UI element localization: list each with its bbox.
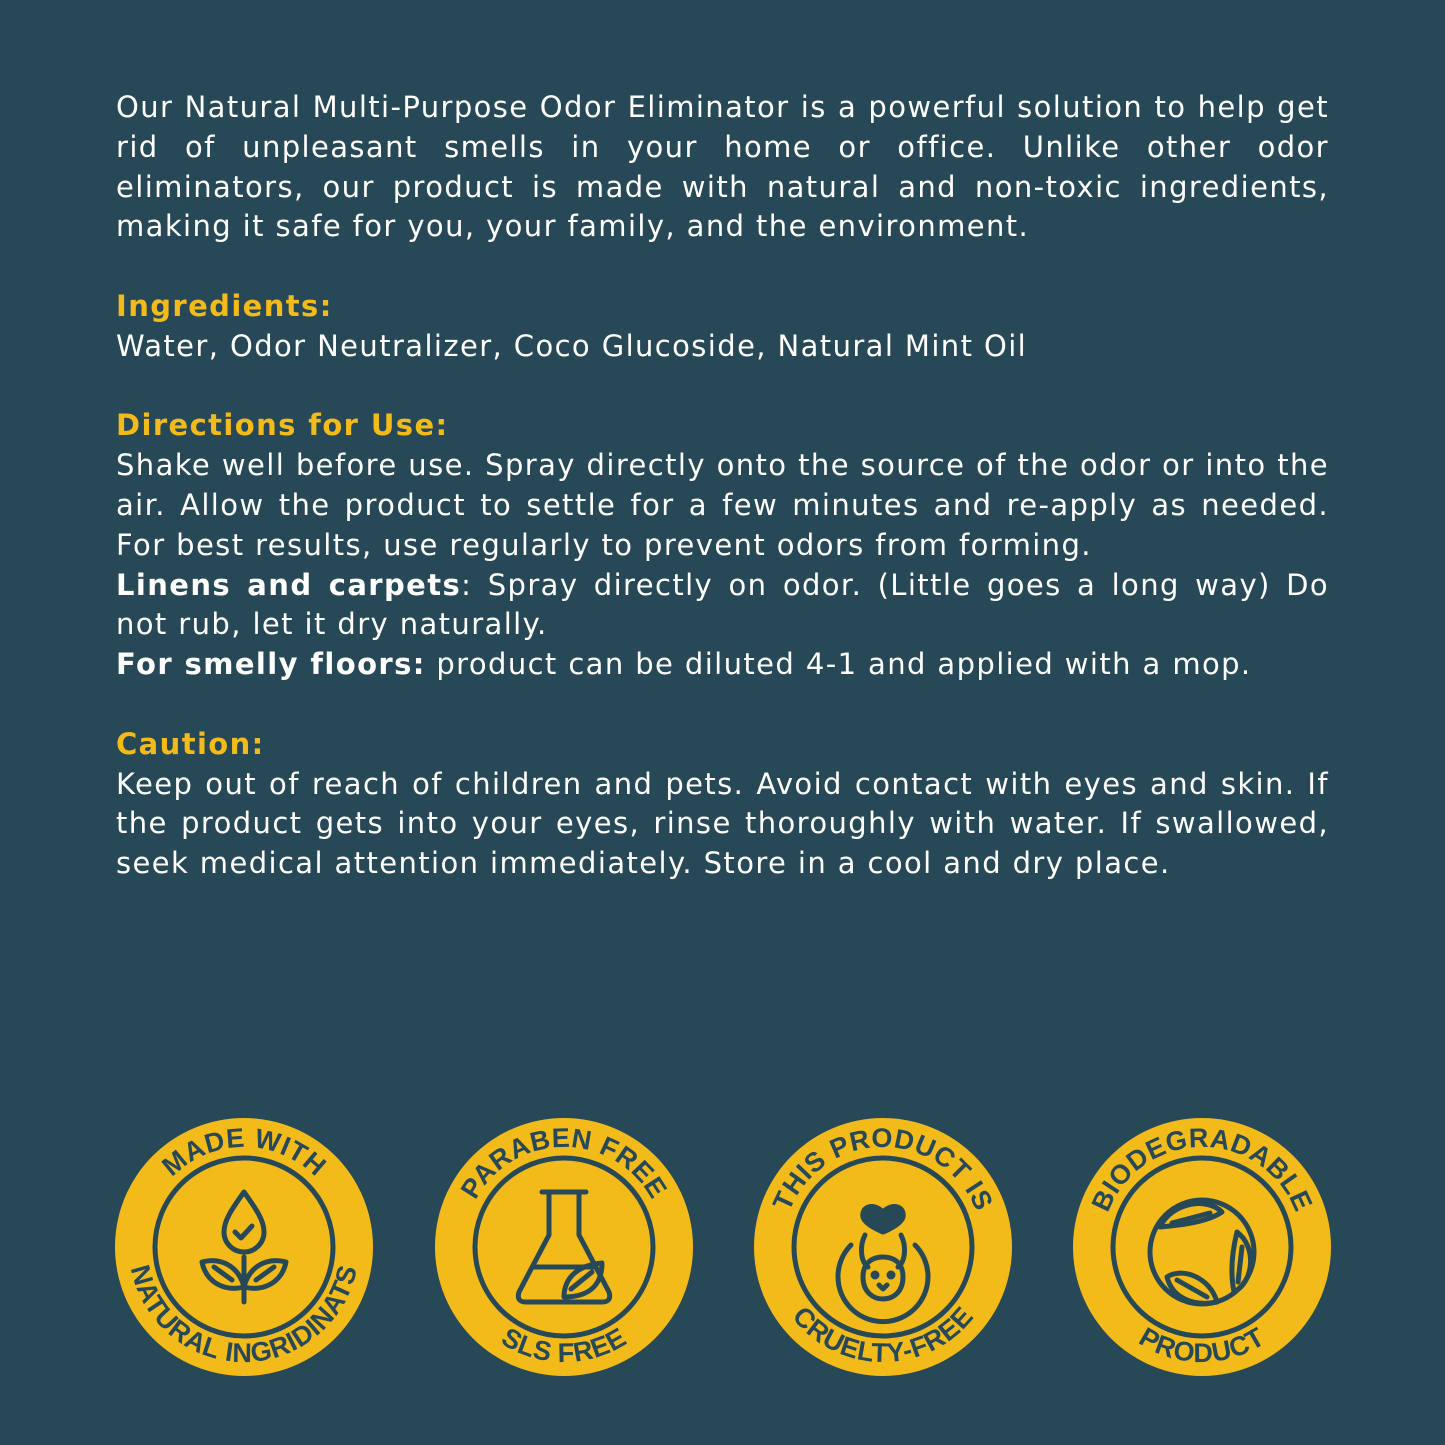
ingredients-heading: Ingredients:	[116, 288, 333, 323]
badge-bottom-text: SLS FREE	[496, 1321, 632, 1369]
ingredients-text: Water, Odor Neutralizer, Coco Glucoside, Natural Mint Oil	[116, 328, 1028, 363]
badge-top-text: THIS PRODUCT IS	[767, 1122, 999, 1215]
directions-text: Shake well before use. Spray directly onto the source of the odor or into the air. Allow the product to settle for a few minutes and re-apply as needed. For best results, use regularly to prevent odors from forming.	[116, 448, 1329, 562]
intro-paragraph: Our Natural Multi-Purpose Odor Eliminator is a powerful solution to help get rid of unpleasant smells in your home or office. Unlike other odor eliminators, our product is made with natural and non-toxic ingredients, making it safe for you, your family, and the environment.	[116, 90, 1329, 244]
badge-top-text: BIODEGRADABLE	[1085, 1122, 1319, 1216]
badge-cruelty-free	[753, 1117, 1013, 1377]
floors-text: product can be diluted 4-1 and applied with a mop.	[425, 647, 1252, 682]
linens-instructions	[116, 566, 1329, 646]
badge-bottom-text: PRODUCT	[1134, 1321, 1270, 1369]
badge-top-text: PARABEN FREE	[454, 1122, 674, 1204]
badge-row	[114, 1117, 1330, 1377]
badge-bottom-text: NATURAL INGRIDINATS	[124, 1261, 364, 1369]
directions-heading: Directions for Use:	[116, 408, 449, 443]
linens-label: Linens and carpets	[116, 567, 462, 602]
badge-bottom-text: CRUELTY-FREE	[786, 1300, 980, 1369]
product-description	[116, 88, 1329, 884]
caution-heading: Caution:	[116, 726, 265, 761]
linens-text: : Spray directly on odor. (Little goes a long way) Do not rub, let it dry naturally.	[116, 567, 1329, 642]
caution-text: Keep out of reach of children and pets. Avoid contact with eyes and skin. If the product gets into your eyes, rinse thoroughly with water. If swallowed, seek medical attention immediately. Store in a cool and dry place.	[116, 766, 1329, 881]
badge-paraben-free	[434, 1117, 694, 1377]
floors-label: For smelly floors:	[116, 647, 426, 682]
badge-natural-ingredients	[114, 1117, 374, 1377]
badge-top-text: MADE WITH	[156, 1122, 332, 1182]
badge-biodegradable	[1072, 1117, 1332, 1377]
floors-instructions	[116, 645, 1329, 685]
